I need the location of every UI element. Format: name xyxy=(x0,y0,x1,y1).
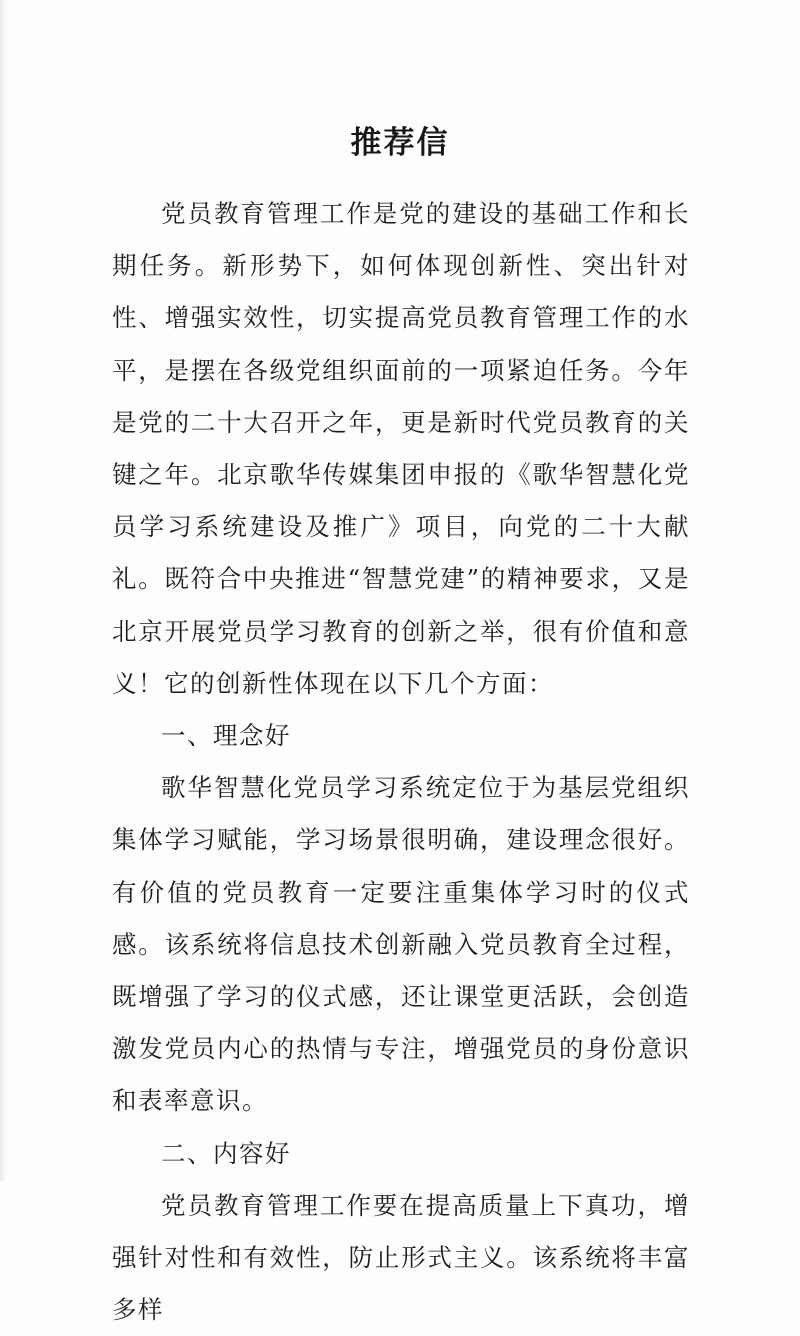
section-heading-2: 二、内容好 xyxy=(161,1138,291,1168)
paragraph-intro: 党员教育管理工作是党的建设的基础工作和长期任务。新形势下，如何体现创新性、突出针对性、增强实效性，切实提高党员教育管理工作的水平，是摆在各级党组织面前的一项紧迫任务。今年是党的二十大召开之年，更是新时代党员教育的关键之年。北京歌华传媒集团申报的《歌华智慧化党员学习系统建设及推广》项目，向党的二十大献礼。既符合中央推进“智慧党建”的精神要求，又是北京开展党员学习教育的创新之举，很有价值和意义！它的创新性体现在以下几个方面： xyxy=(112,199,690,698)
paragraph-concept: 歌华智慧化党员学习系统定位于为基层党组织集体学习赋能，学习场景很明确，建设理念很好。有价值的党员教育一定要注重集体学习时的仪式感。该系统将信息技术创新融入党员教育全过程，既增强了学习的仪式感，还让课堂更活跃，会创造激发党员内心的热情与专注，增强党员的身份意识和表率意识。 xyxy=(112,773,690,1116)
paragraph-content: 党员教育管理工作要在提高质量上下真功，增强针对性和有效性，防止形式主义。该系统将丰富多样 xyxy=(112,1190,690,1325)
section-heading-1: 一、理念好 xyxy=(161,721,291,751)
letter-body xyxy=(112,188,690,1336)
page-title: 推荐信 xyxy=(350,124,450,161)
scan-edge-shadow xyxy=(0,0,6,1181)
